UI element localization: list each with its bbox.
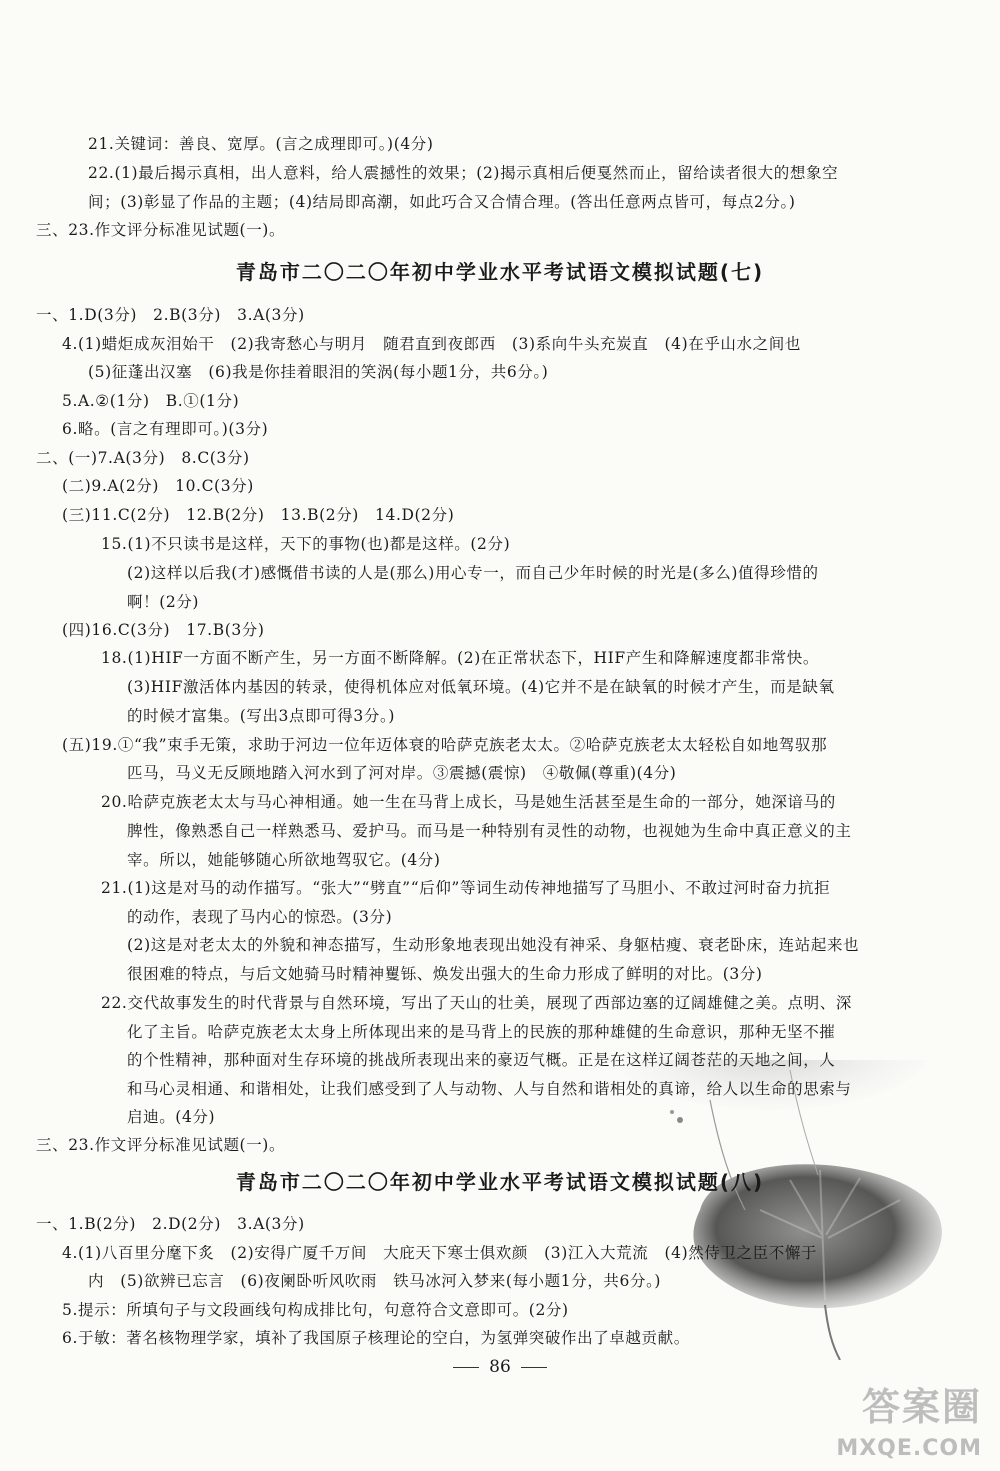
answer-line: 脾性，像熟悉自己一样熟悉马、爱护马。而马是一种特别有灵性的动物，也视她为生命中真正意义的主 bbox=[127, 822, 852, 840]
answer-line: 三、23.作文评分标准见试题(一)。 bbox=[36, 221, 286, 239]
answer-line: 21.关键词：善良、宽厚。(言之成理即可。)(4分) bbox=[88, 135, 434, 153]
section-title: 青岛市二〇二〇年初中学业水平考试语文模拟试题(七) bbox=[235, 260, 765, 284]
page-number: 86 bbox=[0, 1355, 1000, 1379]
answer-line: 6.于敏：著名核物理学家，填补了我国原子核理论的空白，为氢弹突破作出了卓越贡献。 bbox=[62, 1329, 690, 1347]
answer-line: 15.(1)不只读书是这样，天下的事物(也)都是这样。(2分) bbox=[101, 535, 511, 553]
answer-line: (五)19.①“我”束手无策，求助于河边一位年迈体衰的哈萨克族老太太。②哈萨克族老太太轻松自如地驾驭那 bbox=[62, 736, 828, 754]
section-title: 青岛市二〇二〇年初中学业水平考试语文模拟试题(八) bbox=[235, 1170, 765, 1194]
answer-line: (5)征蓬出汉塞 (6)我是你挂着眼泪的笑涡(每小题1分，共6分。) bbox=[88, 363, 549, 381]
answer-line: 5.提示：所填句子与文段画线句构成排比句，句意符合文意即可。(2分) bbox=[62, 1301, 569, 1319]
answer-line: (2)这是对老太太的外貌和神态描写，生动形象地表现出她没有神采、身躯枯瘦、衰老卧床，连站起来也 bbox=[127, 936, 860, 954]
answer-line: (四)16.C(3分) 17.B(3分) bbox=[62, 621, 265, 639]
answer-line: 宰。所以，她能够随心所欲地驾驭它。(4分) bbox=[127, 851, 441, 869]
answer-line: 很困难的特点，与后文她骑马时精神矍铄、焕发出强大的生命力形成了鲜明的对比。(3分) bbox=[127, 965, 763, 983]
answer-line: 一、1.D(3分) 2.B(3分) 3.A(3分) bbox=[36, 306, 305, 324]
answer-line: 21.(1)这是对马的动作描写。“张大”“劈直”“后仰”等词生动传神地描写了马胆小、不敢过河时奋力抗拒 bbox=[101, 879, 831, 897]
answer-line: 20.哈萨克族老太太与马心神相通。她一生在马背上成长，马是她生活甚至是生命的一部分，她深谙马的 bbox=[101, 793, 836, 811]
answer-line: (2)这样以后我(才)感慨借书读的人是(那么)用心专一，而自己少年时候的时光是(多么)值得珍惜的 bbox=[127, 564, 819, 582]
answer-line: 18.(1)HIF一方面不断产生，另一方面不断降解。(2)在正常状态下，HIF产生和降解速度都非常快。 bbox=[101, 649, 819, 667]
answer-line: 4.(1)蜡炬成灰泪始干 (2)我寄愁心与明月 随君直到夜郎西 (3)系向牛头充炭直 (4)在乎山水之间也 bbox=[62, 335, 801, 353]
answer-line: 的动作，表现了马内心的惊恐。(3分) bbox=[127, 908, 393, 926]
answer-line: (3)HIF激活体内基因的转录，使得机体应对低氧环境。(4)它并不是在缺氧的时候才产生，而是缺氧 bbox=[127, 678, 835, 696]
answer-line: 22.交代故事发生的时代背景与自然环境，写出了天山的壮美，展现了西部边塞的辽阔雄健之美。点明、深 bbox=[101, 994, 852, 1012]
answer-line: (三)11.C(2分) 12.B(2分) 13.B(2分) 14.D(2分) bbox=[62, 506, 455, 524]
answer-line: 化了主旨。哈萨克族老太太身上所体现出来的是马背上的民族的那种雄健的生命意识，那种无坚不摧 bbox=[127, 1023, 836, 1041]
answer-line: (二)9.A(2分) 10.C(3分) bbox=[62, 477, 254, 495]
watermark-url: MXQE.COM bbox=[836, 1436, 982, 1461]
site-watermark bbox=[792, 1385, 982, 1461]
answer-line: 的个性精神，那种面对生存环境的挑战所表现出来的豪迈气概。正是在这样辽阔苍茫的天地之间，人 bbox=[127, 1051, 836, 1069]
answer-line: 一、1.B(2分) 2.D(2分) 3.A(3分) bbox=[36, 1215, 305, 1233]
answer-line: 三、23.作文评分标准见试题(一)。 bbox=[36, 1136, 286, 1154]
answer-line: 启迪。(4分) bbox=[127, 1108, 216, 1126]
answer-line: 22.(1)最后揭示真相，出人意料，给人震撼性的效果；(2)揭示真相后便戛然而止，留给读者很大的想象空 bbox=[88, 164, 839, 182]
answer-line: 6.略。(言之有理即可。)(3分) bbox=[62, 420, 269, 438]
answer-line: 的时候才富集。(写出3点即可得3分。) bbox=[127, 707, 395, 725]
answer-line: 二、(一)7.A(3分) 8.C(3分) bbox=[36, 449, 250, 467]
answer-line: 内 (5)欲辨已忘言 (6)夜阑卧听风吹雨 铁马冰河入梦来(每小题1分，共6分。) bbox=[88, 1272, 662, 1290]
watermark-logo: 答案圈 bbox=[861, 1385, 982, 1429]
lotus-ink-painting bbox=[560, 1060, 1000, 1360]
answer-line: 匹马，马义无反顾地踏入河水到了河对岸。③震撼(震惊) ④敬佩(尊重)(4分) bbox=[127, 764, 677, 782]
answer-line: 啊！(2分) bbox=[127, 593, 200, 611]
answer-line: 5.A.②(1分) B.①(1分) bbox=[62, 392, 240, 410]
answer-line: 间；(3)彰显了作品的主题；(4)结局即高潮，如此巧合又合情合理。(答出任意两点皆可，每点2分。) bbox=[88, 193, 796, 211]
answer-line: 4.(1)八百里分麾下炙 (2)安得广厦千万间 大庇天下寒士俱欢颜 (3)江入大荒流 (4)然侍卫之臣不懈于 bbox=[62, 1244, 818, 1262]
answer-line: 和马心灵相通、和谐相处，让我们感受到了人与动物、人与自然和谐相处的真谛，给人以生命的思索与 bbox=[127, 1080, 852, 1098]
